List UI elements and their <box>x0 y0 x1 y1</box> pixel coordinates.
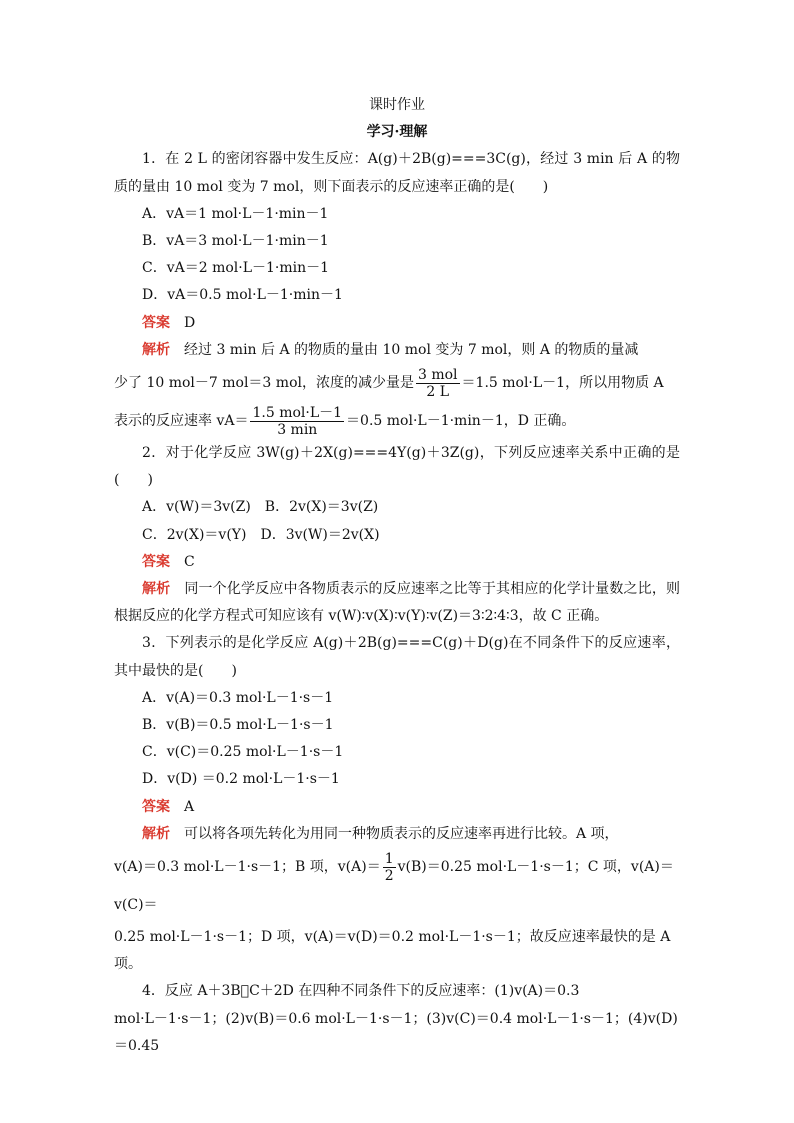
q2-analysis-text: 同一个化学反应中各物质表示的反应速率之比等于其相应的化学计量数之比，则根据反应的化学方程式可知应该有 v(W)∶v(X)∶v(Y)∶v(Z)＝3∶2∶4∶3，故 C 正确。 <box>114 581 681 625</box>
q1-analysis-text-1: 经过 3 min 后 A 的物质的量由 10 mol 变为 7 mol，则 A 的物质的量减 <box>184 341 639 358</box>
fraction-half <box>383 851 396 884</box>
q2-options-ab: A．v(W)＝3v(Z) B．2v(X)＝3v(Z) <box>142 499 379 516</box>
q1-analysis-text-2b: ＝1.5 mol·L－1，所以用物质 A <box>461 375 664 392</box>
fraction-denominator: 2 <box>384 867 394 884</box>
question-1-stem: 1．在 2 L 的密闭容器中发生反应：A(g)＋2B(g)===3C(g)，经过 3 min 后 A 的物质的量由 10 mol 变为 7 mol，则下面表示的反应速率正确的是( ) <box>114 151 680 195</box>
question-2-stem: 2．对于化学反应 3W(g)＋2X(g)===4Y(g)＋3Z(g)，下列反应速率关系中正确的是( ) <box>114 445 680 489</box>
q3-analysis-line-2 <box>114 848 680 924</box>
question-3-stem: 3．下列表示的是化学反应 A(g)＋2B(g)===C(g)＋D(g)在不同条件下的反应速率，其中最快的是( ) <box>114 635 680 679</box>
q3-analysis-text-1: 可以将各项先转化为用同一种物质表示的反应速率再进行比较。A 项， <box>184 825 619 842</box>
answer-label: 答案 <box>142 798 170 815</box>
q1-option-b: B．vA＝3 mol·L－1·min－1 <box>142 233 329 250</box>
q3-analysis-line-3: 0.25 mol·L－1·s－1；D 项，v(A)＝v(D)＝0.2 mol·L－1·s－1；故反应速率最快的是 A 项。 <box>114 929 671 973</box>
q2-answer <box>114 549 680 576</box>
fraction-denominator: 2 L <box>426 383 450 400</box>
q1-answer <box>114 310 680 337</box>
q3-answer-value: A <box>184 798 195 815</box>
q1-option-d: D．vA＝0.5 mol·L－1·min－1 <box>142 287 343 304</box>
q1-analysis-line-3 <box>114 402 680 440</box>
q1-analysis-line-1 <box>114 337 680 364</box>
analysis-label: 解析 <box>142 341 170 358</box>
q3-answer <box>114 794 680 821</box>
analysis-label: 解析 <box>142 825 170 842</box>
question-4-stem-line-1: 4．反应 A＋3B C＋2D 在四种不同条件下的反应速率：(1)v(A)＝0.3 <box>142 983 580 1000</box>
q1-analysis-line-2 <box>114 364 680 402</box>
q3-option-c: C．v(C)＝0.25 mol·L－1·s－1 <box>142 744 344 761</box>
q1-analysis-text-2a: 少了 10 mol－7 mol＝3 mol，浓度的减少量是 <box>114 375 414 392</box>
fraction-denominator: 3 min <box>277 421 318 438</box>
answer-label: 答案 <box>142 553 170 570</box>
q2-options-cd: C．2v(X)＝v(Y) D．3v(W)＝2v(X) <box>142 526 380 543</box>
fraction-numerator: 1 <box>384 850 394 867</box>
q2-analysis <box>114 576 680 630</box>
section-heading: 学习·理解 <box>366 124 428 141</box>
answer-label: 答案 <box>142 314 170 331</box>
q3-option-b: B．v(B)＝0.5 mol·L－1·s－1 <box>142 717 334 734</box>
fraction-rate <box>250 405 344 438</box>
fraction-numerator: 3 mol <box>417 366 458 383</box>
q2-answer-value: C <box>184 553 195 570</box>
q1-answer-value: D <box>184 314 196 331</box>
q1-option-a: A．vA＝1 mol·L－1·min－1 <box>142 205 329 222</box>
page-title: 课时作业 <box>369 97 425 113</box>
q3-option-a: A．v(A)＝0.3 mol·L－1·s－1 <box>142 689 334 706</box>
q1-analysis-text-3b: ＝0.5 mol·L－1·min－1，D 正确。 <box>346 413 576 430</box>
q1-option-c: C．vA＝2 mol·L－1·min－1 <box>142 260 330 277</box>
document-page <box>114 92 680 1060</box>
q3-analysis-text-2a: v(A)＝0.3 mol·L－1·s－1；B 项，v(A)＝ <box>114 859 381 876</box>
q3-option-d: D．v(D) ＝0.2 mol·L－1·s－1 <box>142 771 340 788</box>
analysis-label: 解析 <box>142 581 171 598</box>
fraction-concentration <box>416 367 460 400</box>
q3-analysis-line-1 <box>114 821 680 848</box>
q3-analysis-text-2b: v(B)＝0.25 mol·L－1·s－1；C 项，v(A)＝v(C)＝ <box>114 859 674 914</box>
q1-analysis-text-3a: 表示的反应速率 vA＝ <box>114 413 249 430</box>
question-4-stem-line-2: mol·L－1·s－1；(2)v(B)＝0.6 mol·L－1·s－1；(3)v(C)＝0.4 mol·L－1·s－1；(4)v(D)＝0.45 <box>114 1010 678 1054</box>
fraction-numerator: 1.5 mol·L－1 <box>252 404 343 421</box>
